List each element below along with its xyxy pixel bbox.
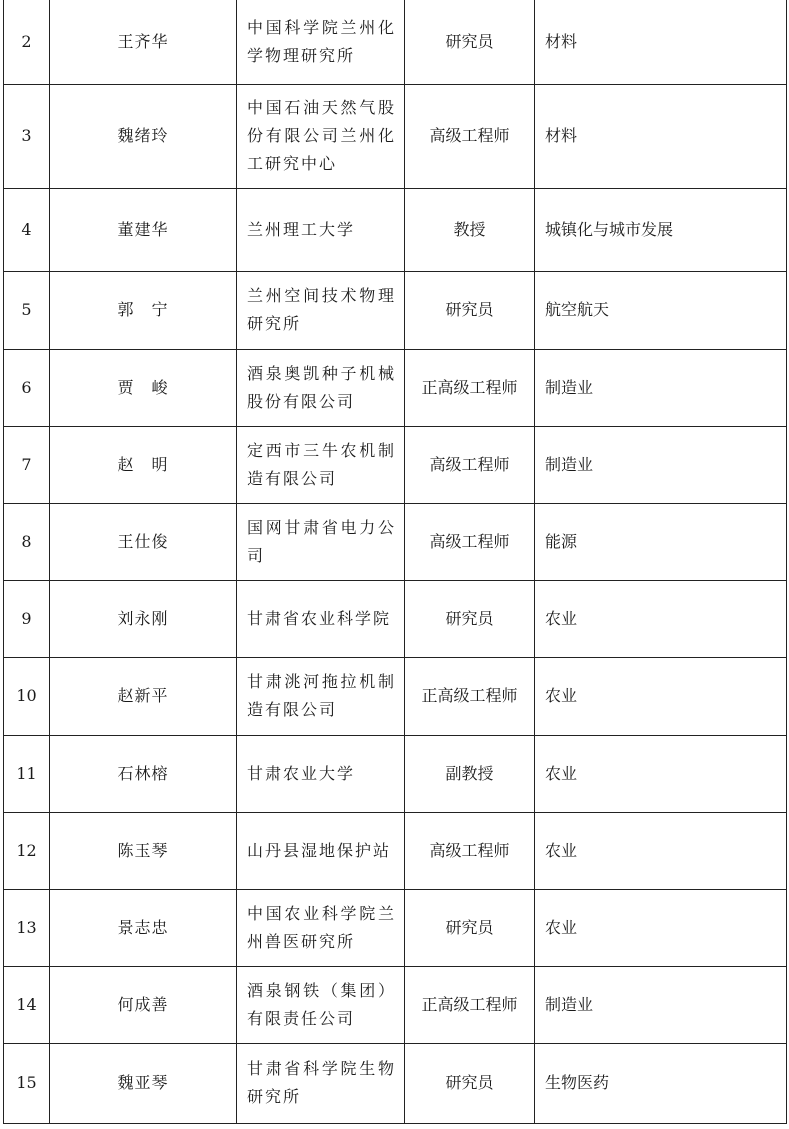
expert-field: 材料 xyxy=(535,84,787,188)
table-row xyxy=(4,84,787,188)
organization-text: 兰州空间技术物理研究所 xyxy=(247,286,396,333)
row-number: 3 xyxy=(4,84,50,188)
row-number: 15 xyxy=(4,1043,50,1123)
expert-title: 高级工程师 xyxy=(405,812,535,889)
expert-organization xyxy=(237,889,405,966)
table-row xyxy=(4,188,787,271)
table-row xyxy=(4,1043,787,1123)
expert-title: 研究员 xyxy=(405,1043,535,1123)
expert-organization xyxy=(237,503,405,580)
expert-title: 研究员 xyxy=(405,889,535,966)
organization-text: 甘肃省科学院生物研究所 xyxy=(247,1059,396,1106)
table-row xyxy=(4,580,787,657)
expert-field: 制造业 xyxy=(535,349,787,426)
organization-text: 酒泉奥凯种子机械股份有限公司 xyxy=(247,363,396,411)
table-row xyxy=(4,271,787,349)
expert-field: 制造业 xyxy=(535,426,787,503)
expert-field: 农业 xyxy=(535,657,787,735)
expert-title: 研究员 xyxy=(405,0,535,84)
expert-organization xyxy=(237,349,405,426)
expert-name: 魏绪玲 xyxy=(50,84,237,188)
row-number: 11 xyxy=(4,735,50,812)
expert-name: 赵新平 xyxy=(50,657,237,735)
row-number: 5 xyxy=(4,271,50,349)
row-number: 4 xyxy=(4,188,50,271)
expert-title: 正高级工程师 xyxy=(405,349,535,426)
expert-field: 制造业 xyxy=(535,966,787,1043)
table-row xyxy=(4,966,787,1043)
expert-organization xyxy=(237,84,405,188)
organization-text: 酒泉钢铁（集团）有限责任公司 xyxy=(247,980,396,1028)
expert-field: 农业 xyxy=(535,889,787,966)
expert-organization xyxy=(237,0,405,84)
expert-name: 贾 峻 xyxy=(50,349,237,426)
table-row xyxy=(4,503,787,580)
row-number: 2 xyxy=(4,0,50,84)
organization-text: 中国农业科学院兰州兽医研究所 xyxy=(247,903,396,951)
expert-field: 能源 xyxy=(535,503,787,580)
table-row xyxy=(4,0,787,84)
expert-organization xyxy=(237,426,405,503)
row-number: 10 xyxy=(4,657,50,735)
table-row xyxy=(4,812,787,889)
expert-name: 魏亚琴 xyxy=(50,1043,237,1123)
table-row xyxy=(4,889,787,966)
expert-name: 赵 明 xyxy=(50,426,237,503)
expert-name: 王仕俊 xyxy=(50,503,237,580)
table-row xyxy=(4,657,787,735)
expert-organization xyxy=(237,812,405,889)
expert-organization xyxy=(237,271,405,349)
organization-text: 山丹县湿地保护站 xyxy=(247,840,392,860)
expert-name: 石林榕 xyxy=(50,735,237,812)
expert-name: 王齐华 xyxy=(50,0,237,84)
organization-text: 中国科学院兰州化学物理研究所 xyxy=(247,17,396,65)
expert-name: 何成善 xyxy=(50,966,237,1043)
expert-table xyxy=(3,0,787,1124)
row-number: 14 xyxy=(4,966,50,1043)
row-number: 13 xyxy=(4,889,50,966)
expert-name: 刘永刚 xyxy=(50,580,237,657)
expert-organization xyxy=(237,188,405,271)
expert-name: 陈玉琴 xyxy=(50,812,237,889)
expert-title: 研究员 xyxy=(405,580,535,657)
expert-title: 正高级工程师 xyxy=(405,657,535,735)
expert-title: 高级工程师 xyxy=(405,426,535,503)
organization-text: 兰州理工大学 xyxy=(247,219,356,239)
organization-text: 国网甘肃省电力公司 xyxy=(247,517,396,565)
expert-field: 生物医药 xyxy=(535,1043,787,1123)
row-number: 9 xyxy=(4,580,50,657)
expert-name: 景志忠 xyxy=(50,889,237,966)
row-number: 7 xyxy=(4,426,50,503)
expert-title: 研究员 xyxy=(405,271,535,349)
expert-field: 航空航天 xyxy=(535,271,787,349)
expert-field: 城镇化与城市发展 xyxy=(535,188,787,271)
expert-organization xyxy=(237,966,405,1043)
expert-organization xyxy=(237,657,405,735)
row-number: 12 xyxy=(4,812,50,889)
expert-title: 高级工程师 xyxy=(405,503,535,580)
expert-name: 董建华 xyxy=(50,188,237,271)
expert-name: 郭 宁 xyxy=(50,271,237,349)
row-number: 6 xyxy=(4,349,50,426)
row-number: 8 xyxy=(4,503,50,580)
expert-title: 教授 xyxy=(405,188,535,271)
expert-field: 农业 xyxy=(535,735,787,812)
expert-organization xyxy=(237,735,405,812)
expert-organization xyxy=(237,580,405,657)
expert-field: 材料 xyxy=(535,0,787,84)
expert-organization xyxy=(237,1043,405,1123)
expert-title: 正高级工程师 xyxy=(405,966,535,1043)
organization-text: 定西市三牛农机制造有限公司 xyxy=(247,440,396,488)
table-row xyxy=(4,349,787,426)
expert-field: 农业 xyxy=(535,812,787,889)
expert-title: 高级工程师 xyxy=(405,84,535,188)
organization-text: 中国石油天然气股份有限公司兰州化工研究中心 xyxy=(247,98,396,173)
organization-text: 甘肃洮河拖拉机制造有限公司 xyxy=(247,672,396,719)
organization-text: 甘肃农业大学 xyxy=(247,763,356,783)
expert-field: 农业 xyxy=(535,580,787,657)
table-row xyxy=(4,735,787,812)
organization-text: 甘肃省农业科学院 xyxy=(247,608,392,628)
expert-table-body xyxy=(4,0,787,1123)
table-row xyxy=(4,426,787,503)
expert-title: 副教授 xyxy=(405,735,535,812)
